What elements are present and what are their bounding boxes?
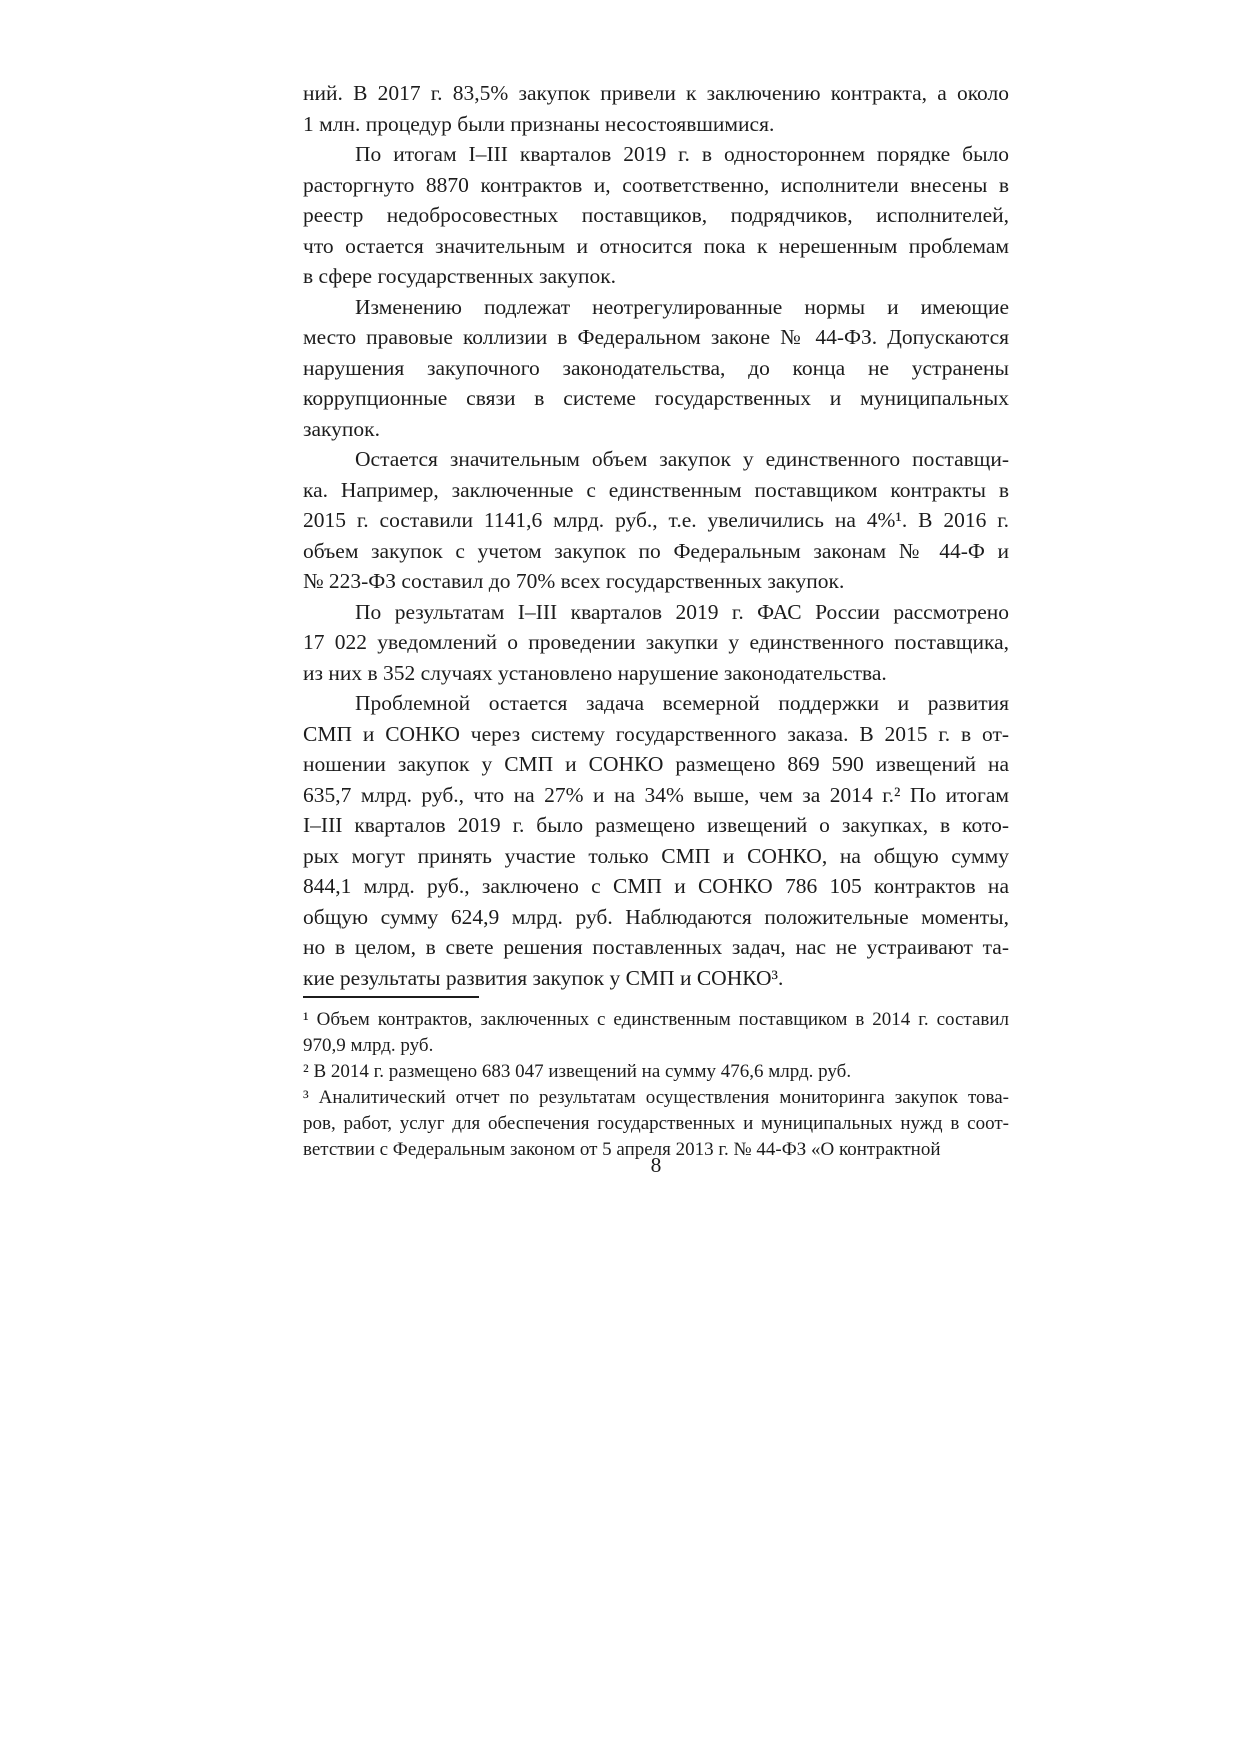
- body-text: [303, 78, 1009, 993]
- text-line: 1 млн. процедур были признаны несостоявшимися.: [303, 111, 775, 136]
- text-line: реестр недобросовестных поставщиков, подрядчиков, исполнителей,: [303, 203, 1009, 227]
- footnote-separator: [303, 996, 479, 998]
- text-line: что остается значительным и относится пока к нерешенным проблемам: [303, 233, 1009, 258]
- text-line: 970,9 млрд. руб.: [303, 1035, 434, 1056]
- body-paragraph: [303, 78, 1009, 139]
- footnotes: [303, 1007, 1009, 1163]
- text-line: объем закупок с учетом закупок по Федеральным законам № 44-Ф и: [303, 538, 1009, 563]
- text-line: нарушения закупочного законодательства, до конца не устранены: [303, 355, 1009, 380]
- text-line: ров, работ, услуг для обеспечения государственных и муниципальных нужд в соот-: [303, 1113, 1009, 1134]
- text-line: I–III кварталов 2019 г. было размещено извещений о закупках, в кото-: [303, 813, 1009, 837]
- text-line: 844,1 млрд. руб., заключено с СМП и СОНКО 786 105 контрактов на: [303, 874, 1009, 898]
- text-line: в сфере государственных закупок.: [303, 264, 617, 288]
- text-line: коррупционные связи в системе государственных и муниципальных: [303, 386, 1009, 410]
- text-line: По итогам I–III кварталов 2019 г. в одностороннем порядке было: [355, 142, 1009, 166]
- text-line: закупок.: [303, 416, 381, 441]
- text-line: № 223-ФЗ составил до 70% всех государственных закупок.: [303, 569, 845, 593]
- text-line: ний. В 2017 г. 83,5% закупок привели к заключению контракта, а около: [303, 81, 1009, 105]
- text-line: рых могут принять участие только СМП и СОНКО, на общую сумму: [303, 843, 1009, 868]
- text-line: 17 022 уведомлений о проведении закупки у единственного поставщика,: [303, 630, 1009, 654]
- text-line: ¹ Объем контрактов, заключенных с единственным поставщиком в 2014 г. составил: [303, 1009, 1009, 1030]
- body-paragraph: [303, 292, 1009, 445]
- text-line: 635,7 млрд. руб., что на 27% и на 34% выше, чем за 2014 г.² По итогам: [303, 782, 1009, 807]
- footnote-area: [303, 996, 1009, 1163]
- text-line: общую сумму 624,9 млрд. руб. Наблюдаются положительные моменты,: [303, 904, 1009, 929]
- footnote: [303, 1059, 1009, 1085]
- footnote: [303, 1007, 1009, 1059]
- body-paragraph: [303, 139, 1009, 292]
- text-line: ка. Например, заключенные с единственным поставщиком контракты в: [303, 477, 1009, 502]
- body-paragraph: [303, 688, 1009, 993]
- text-line: СМП и СОНКО через систему государственного заказа. В 2015 г. в от-: [303, 721, 1009, 746]
- body-paragraph: [303, 597, 1009, 689]
- text-line: ² В 2014 г. размещено 683 047 извещений на сумму 476,6 млрд. руб.: [303, 1061, 852, 1082]
- text-line: По результатам I–III кварталов 2019 г. ФАС России рассмотрено: [355, 599, 1009, 624]
- page-number: 8: [650, 1153, 662, 1177]
- text-line: кие результаты развития закупок у СМП и СОНКО³.: [303, 965, 784, 990]
- text-line: но в целом, в свете решения поставленных задач, нас не устраивают та-: [303, 935, 1009, 959]
- text-line: из них в 352 случаях установлено нарушение законодательства.: [303, 660, 887, 685]
- text-line: Остается значительным объем закупок у единственного поставщи-: [355, 447, 1009, 471]
- text-line: Проблемной остается задача всемерной поддержки и развития: [355, 691, 1009, 715]
- body-paragraph: [303, 444, 1009, 597]
- text-line: 2015 г. составили 1141,6 млрд. руб., т.е. увеличились на 4%¹. В 2016 г.: [303, 508, 1009, 532]
- text-line: ношении закупок у СМП и СОНКО размещено 869 590 извещений на: [303, 752, 1009, 776]
- text-line: ветствии с Федеральным законом от 5 апреля 2013 г. № 44-ФЗ «О контрактной: [303, 1139, 941, 1160]
- text-line: ³ Аналитический отчет по результатам осуществления мониторинга закупок това-: [303, 1087, 1009, 1108]
- text-line: расторгнуто 8870 контрактов и, соответственно, исполнители внесены в: [303, 172, 1009, 197]
- text-line: место правовые коллизии в Федеральном законе № 44-ФЗ. Допускаются: [303, 325, 1009, 349]
- text-line: Изменению подлежат неотрегулированные нормы и имеющие: [355, 294, 1009, 319]
